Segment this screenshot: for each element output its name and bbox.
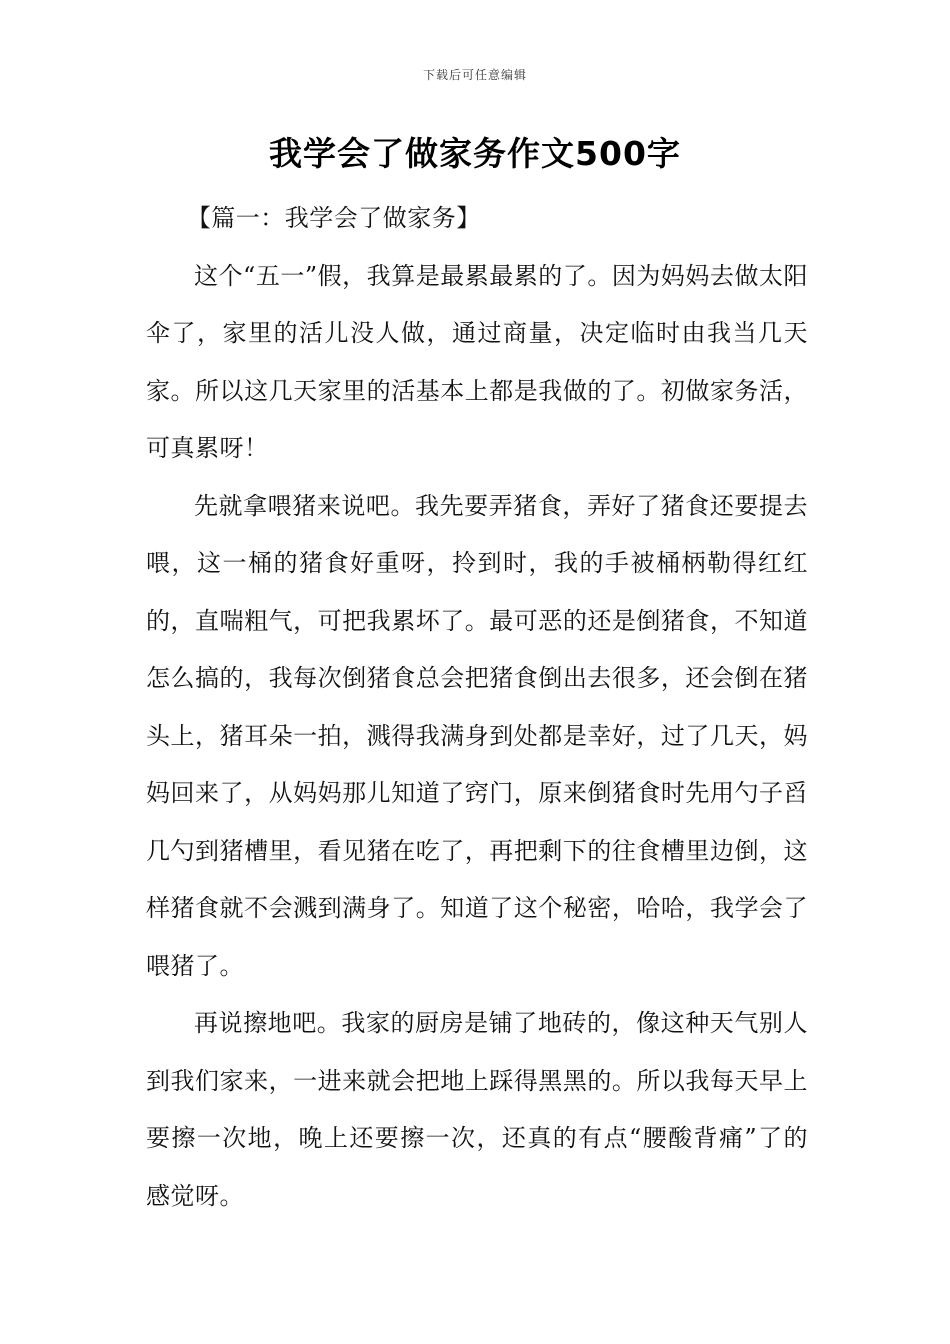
paragraph-1: 这个“五一”假，我算是最累最累的了。因为妈妈去做太阳伞了，家里的活儿没人做，通过商量，决定临时由我当几天家。所以这几天家里的活基本上都是我做的了。初做家务活，可真累呀！ <box>146 261 808 462</box>
document-body <box>146 190 808 1225</box>
paragraph-3: 再说擦地吧。我家的厨房是铺了地砖的，像这种天气别人到我们家来，一进来就会把地上踩得黑黑的。所以我每天早上要擦一次地，晚上还要擦一次，还真的有点“腰酸背痛”了的感觉呀。 <box>146 1009 808 1210</box>
section-heading: 【篇一：我学会了做家务】 <box>186 204 481 232</box>
header-note: 下载后可任意编辑 <box>422 68 527 82</box>
paragraph-2: 先就拿喂猪来说吧。我先要弄猪食，弄好了猪食还要提去喂，这一桶的猪食好重呀，拎到时，我的手被桶柄勒得红红的，直喘粗气，可把我累坏了。最可恶的还是倒猪食，不知道怎么搞的，我每次倒猪食总会把猪食倒出去很多，还会倒在猪头上，猪耳朵一拍，溅得我满身到处都是幸好，过了几天，妈妈回来了，从妈妈那儿知道了窍门，原来倒猪食时先用勺子舀几勺到猪槽里，看见猪在吃了，再把剩下的往食槽里边倒，这样猪食就不会溅到满身了。知道了这个秘密，哈哈，我学会了喂猪了。 <box>146 491 808 980</box>
document-title: 我学会了做家务作文500字 <box>269 134 681 173</box>
